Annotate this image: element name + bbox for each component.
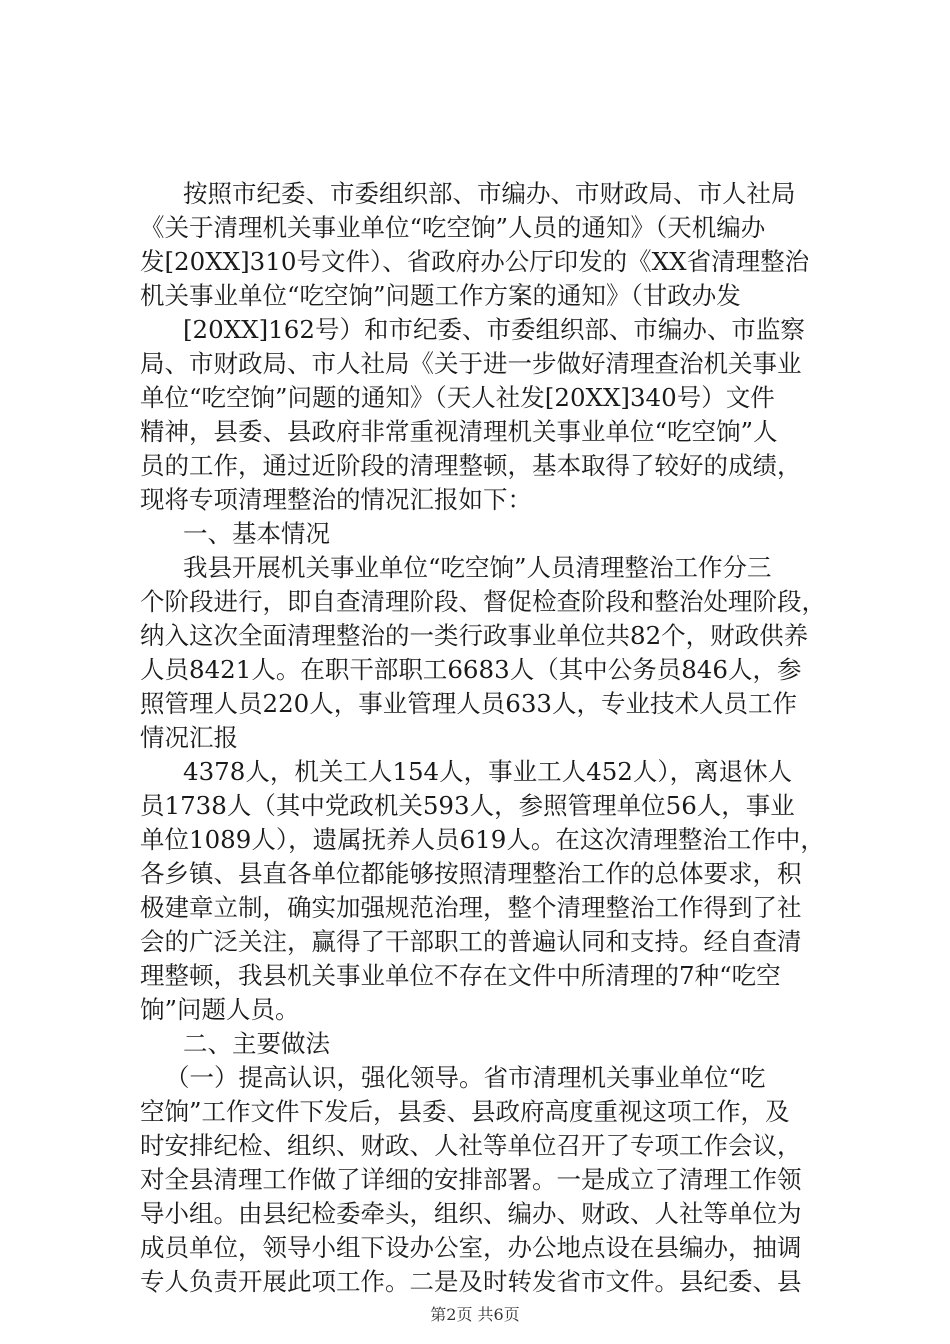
- text-line: 我县开展机关事业单位“吃空饷”人员清理整治工作分三: [183, 553, 772, 582]
- text-line: 发[20XX]310号文件）、省政府办公厅印发的《XX省清理整治: [140, 247, 810, 276]
- text-line: 对全县清理工作做了详细的安排部署。一是成立了清理工作领: [140, 1165, 802, 1194]
- text-line: 4378人，机关工人154人，事业工人452人），离退休人: [183, 757, 793, 786]
- text-line: 时安排纪检、组织、财政、人社等单位召开了专项工作会议，: [140, 1131, 802, 1160]
- page-number-label: 第2页 共6页: [430, 1305, 520, 1324]
- text-line: 空饷”工作文件下发后，县委、县政府高度重视这项工作，及: [140, 1097, 790, 1126]
- text-line: 《关于清理机关事业单位“吃空饷”人员的通知》（天机编办: [140, 213, 766, 242]
- text-line: 按照市纪委、市委组织部、市编办、市财政局、市人社局: [183, 179, 796, 208]
- text-line: 人员8421人。在职干部职工6683人（其中公务员846人，参: [140, 655, 802, 684]
- section-heading: 一、基本情况: [183, 519, 330, 548]
- text-line: （一）提高认识，强化领导。省市清理机关事业单位“吃: [165, 1063, 766, 1092]
- text-line: 各乡镇、县直各单位都能够按照清理整治工作的总体要求，积: [140, 859, 802, 888]
- text-line: 单位1089人），遗属抚养人员619人。在这次清理整治工作中，: [140, 825, 825, 854]
- text-line: [20XX]162号）和市纪委、市委组织部、市编办、市监察: [183, 315, 805, 344]
- text-line: 情况汇报: [140, 723, 238, 752]
- text-line: 员1738人（其中党政机关593人，参照管理单位56人，事业: [140, 791, 795, 820]
- text-line: 照管理人员220人，事业管理人员633人，专业技术人员工作: [140, 689, 798, 718]
- page-footer: [0, 1304, 950, 1326]
- text-line: 个阶段进行，即自查清理阶段、督促检查阶段和整治处理阶段，: [140, 587, 826, 616]
- text-line: 员的工作，通过近阶段的清理整顿，基本取得了较好的成绩，: [140, 451, 802, 480]
- text-line: 现将专项清理整治的情况汇报如下：: [140, 485, 532, 514]
- text-line: 精神，县委、县政府非常重视清理机关事业单位“吃空饷”人: [140, 417, 778, 446]
- section-heading: 二、主要做法: [183, 1029, 330, 1058]
- text-line: 会的广泛关注，赢得了干部职工的普遍认同和支持。经自查清: [140, 927, 802, 956]
- text-line: 导小组。由县纪检委牵头，组织、编办、财政、人社等单位为: [140, 1199, 802, 1228]
- text-line: 机关事业单位“吃空饷”问题工作方案的通知》（甘政办发: [140, 281, 741, 310]
- text-line: 专人负责开展此项工作。二是及时转发省市文件。县纪委、县: [140, 1267, 802, 1296]
- text-line: 成员单位，领导小组下设办公室，办公地点设在县编办，抽调: [140, 1233, 802, 1262]
- text-line: 饷”问题人员。: [140, 995, 300, 1024]
- text-line: 理整顿，我县机关事业单位不存在文件中所清理的7种“吃空: [140, 961, 781, 990]
- text-line: 纳入这次全面清理整治的一类行政事业单位共82个，财政供养: [140, 621, 809, 650]
- text-line: 局、市财政局、市人社局《关于进一步做好清理查治机关事业: [140, 349, 802, 378]
- text-line: 极建章立制，确实加强规范治理，整个清理整治工作得到了社: [140, 893, 802, 922]
- text-line: 单位“吃空饷”问题的通知》（天人社发[20XX]340号）文件: [140, 383, 775, 412]
